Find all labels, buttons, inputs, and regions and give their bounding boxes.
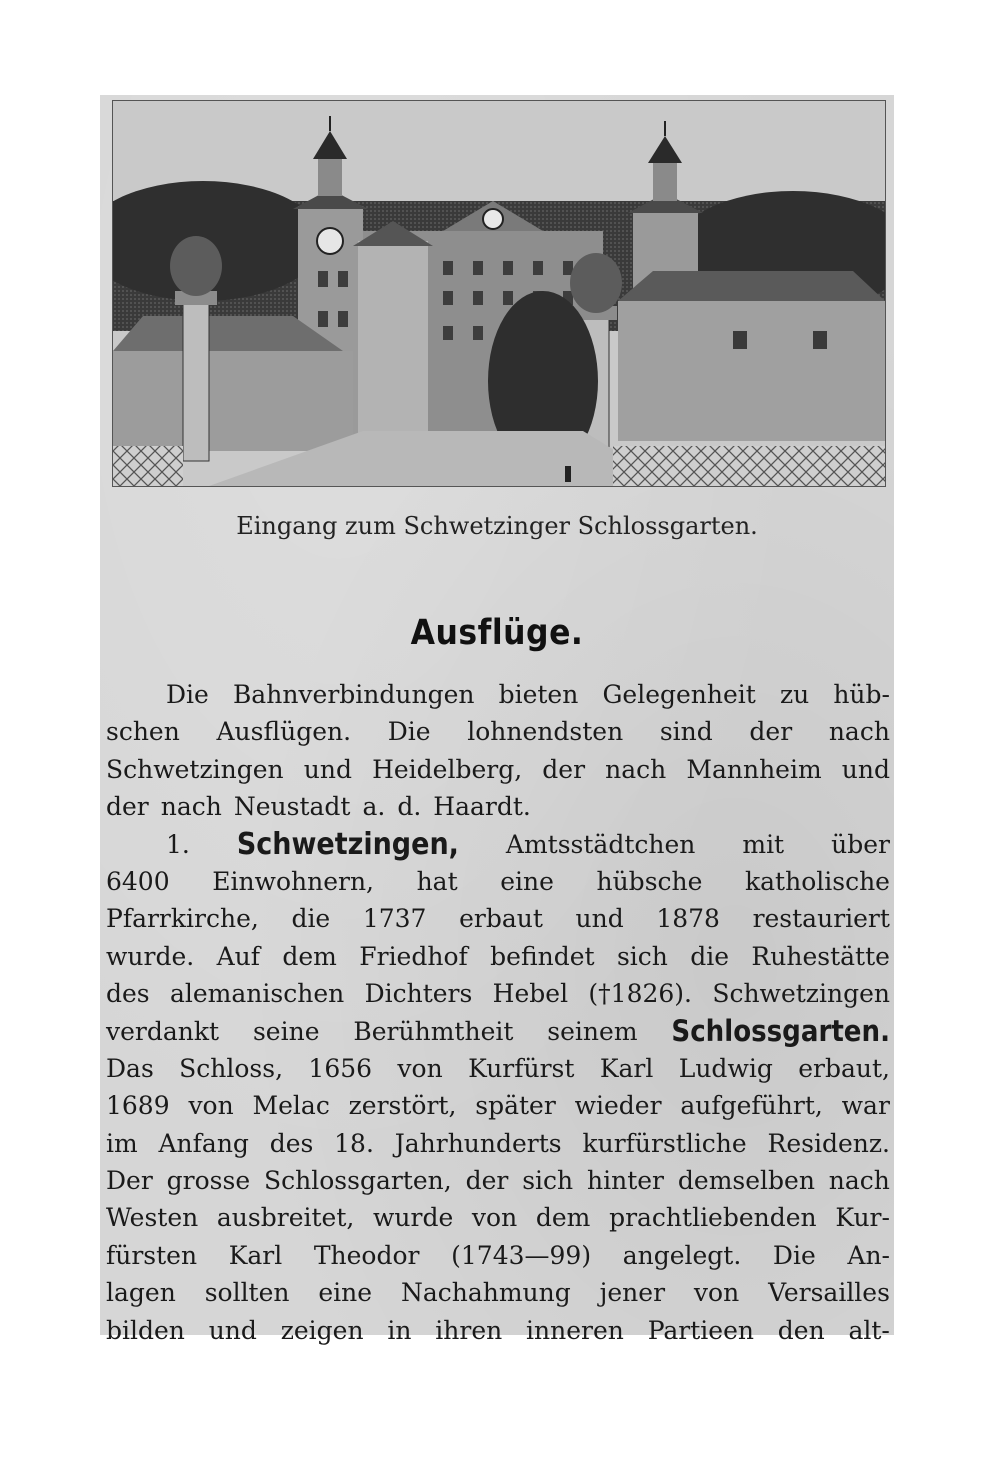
text-word: Nachahmung xyxy=(400,1278,571,1308)
text-word: Partieen xyxy=(647,1315,754,1345)
text-word: Residenz. xyxy=(767,1128,890,1158)
text-word: eine xyxy=(500,866,554,896)
text-word: Friedhof xyxy=(359,941,468,971)
text-word: Die xyxy=(166,680,209,709)
text-line xyxy=(106,975,890,1012)
text-word: bieten xyxy=(498,680,579,709)
text-line xyxy=(106,863,890,900)
text-word: Theodor xyxy=(313,1240,420,1270)
text-word: aufgeführt, xyxy=(680,1091,823,1121)
section-heading: Ausflüge. xyxy=(410,613,584,653)
text-word: mit xyxy=(742,829,785,859)
text-word: ihren xyxy=(435,1315,503,1345)
text-word: und xyxy=(208,1315,257,1345)
text-word: hat xyxy=(416,866,458,896)
text-word: ausbreitet, xyxy=(216,1203,355,1233)
text-word: Pfarrkirche, xyxy=(106,904,259,934)
text-word: lagen xyxy=(106,1278,176,1308)
text-word: hüb- xyxy=(833,680,890,709)
text-word: (1743—99) xyxy=(451,1240,592,1270)
text-word: eine xyxy=(318,1278,373,1308)
text-word: dem xyxy=(282,941,337,971)
text-word: Ludwig xyxy=(678,1053,773,1083)
text-word: über xyxy=(831,829,890,859)
text-word: Hebel xyxy=(492,979,569,1009)
text-word: 1737 xyxy=(362,904,427,934)
text-word: 1689 xyxy=(106,1091,170,1121)
text-word: der xyxy=(106,792,149,822)
paragraph-1 xyxy=(106,676,890,826)
text-word: und xyxy=(303,754,352,784)
text-word: des xyxy=(106,979,150,1009)
text-word: wurde xyxy=(373,1203,454,1233)
text-line xyxy=(106,788,890,825)
section-line-1 xyxy=(106,826,890,863)
text-word: von xyxy=(188,1091,234,1121)
text-line xyxy=(106,938,890,975)
paragraph-2 xyxy=(106,863,890,1013)
text-word: Neustadt xyxy=(233,792,351,822)
text-word: zu xyxy=(779,680,810,709)
text-word: in xyxy=(387,1315,412,1345)
text-word: nach xyxy=(605,754,667,784)
text-word: nach xyxy=(828,1166,890,1196)
text-word: Auf xyxy=(216,941,260,971)
text-word: sich xyxy=(522,1166,574,1196)
text-word: Haardt. xyxy=(433,792,531,822)
text-word: 18. xyxy=(334,1128,374,1158)
text-word: kurfürstliche xyxy=(582,1128,747,1158)
text-word: des xyxy=(269,1128,314,1158)
text-word: Die xyxy=(387,717,431,747)
text-word: seinem xyxy=(547,1016,638,1046)
text-word: sich xyxy=(616,941,668,971)
text-word: a. xyxy=(362,792,386,822)
text-word: im xyxy=(106,1128,138,1158)
text-word: 1878 xyxy=(656,904,720,934)
text-line xyxy=(106,1087,890,1124)
text-word: Kur- xyxy=(835,1203,890,1233)
text-word: restauriert xyxy=(752,904,890,934)
text-word: von xyxy=(397,1053,443,1083)
text-word: von xyxy=(693,1278,740,1308)
text-word: war xyxy=(841,1091,890,1121)
text-word: lohnendsten xyxy=(467,717,624,747)
text-word: Schloss, xyxy=(179,1053,284,1083)
text-line xyxy=(106,713,890,750)
text-word: Westen xyxy=(106,1203,199,1233)
text-line xyxy=(106,1274,890,1311)
schlossgarten-line xyxy=(106,1013,890,1050)
section-title: Schwetzingen, xyxy=(236,826,459,862)
text-word: katholische xyxy=(745,866,890,896)
text-word: und xyxy=(575,904,624,934)
text-word: Schlossgarten, xyxy=(264,1166,452,1196)
text-line xyxy=(106,1237,890,1274)
text-word: sind xyxy=(659,717,713,747)
text-word: seine xyxy=(252,1016,320,1046)
text-word: Die xyxy=(772,1240,816,1270)
text-word: zerstört, xyxy=(348,1091,457,1121)
text-word: wieder xyxy=(574,1091,662,1121)
text-word: später xyxy=(475,1091,556,1121)
text-word: wurde. xyxy=(106,941,195,971)
text-word: Heidelberg, xyxy=(372,754,523,784)
text-word: Einwohnern, xyxy=(212,866,374,896)
text-word: Mannheim xyxy=(686,754,822,784)
text-word: grosse xyxy=(166,1166,251,1196)
text-word: jener xyxy=(599,1278,666,1308)
text-line xyxy=(106,1125,890,1162)
body-text xyxy=(106,676,890,1349)
text-word: zeigen xyxy=(280,1315,364,1345)
text-word: erbaut, xyxy=(798,1053,890,1083)
text-word: Gelegenheit xyxy=(602,680,756,709)
text-word: inneren xyxy=(526,1315,624,1345)
text-line xyxy=(106,1050,890,1087)
text-word: Versailles xyxy=(768,1278,890,1308)
text-word: schen xyxy=(106,717,180,747)
text-word: alt- xyxy=(848,1315,890,1345)
text-word: den xyxy=(777,1315,825,1345)
text-word: nach xyxy=(160,792,222,822)
text-word: erbaut xyxy=(459,904,543,934)
text-word: Amtsstädtchen xyxy=(505,829,696,859)
text-word: (†1826). xyxy=(588,979,692,1009)
text-word: befindet xyxy=(490,941,595,971)
text-word: die xyxy=(690,941,730,971)
text-line xyxy=(106,676,890,713)
text-word: hinter xyxy=(587,1166,665,1196)
text-word: Berühmtheit xyxy=(353,1016,514,1046)
text-word: d. xyxy=(397,792,422,822)
text-word: Melac xyxy=(252,1091,330,1121)
text-word: Jahrhunderts xyxy=(394,1128,562,1158)
text-word: Schwetzingen xyxy=(712,979,890,1009)
text-word: alemanischen xyxy=(169,979,345,1009)
text-word: hübsche xyxy=(596,866,703,896)
text-word: An- xyxy=(847,1240,890,1270)
text-word: Bahnverbindungen xyxy=(232,680,475,709)
text-word: von xyxy=(471,1203,518,1233)
text-word: demselben xyxy=(677,1166,815,1196)
text-word: Karl xyxy=(228,1240,283,1270)
text-word: der xyxy=(749,717,793,747)
text-word: Dichters xyxy=(364,979,473,1009)
text-line xyxy=(106,751,890,788)
text-word: Ausflügen. xyxy=(216,717,352,747)
photo-caption: Eingang zum Schwetzinger Schlossgarten. xyxy=(236,512,758,540)
text-line xyxy=(106,900,890,937)
text-line xyxy=(106,1199,890,1236)
text-word: angelegt. xyxy=(622,1240,742,1270)
text-word: der xyxy=(465,1166,509,1196)
text-word: fürsten xyxy=(106,1240,198,1270)
text-word: nach xyxy=(828,717,890,747)
text-word: der xyxy=(542,754,586,784)
text-word: bilden xyxy=(106,1315,185,1345)
text-word: prachtliebenden xyxy=(609,1203,817,1233)
paragraph-3 xyxy=(106,1050,890,1349)
text-word: Das xyxy=(106,1053,154,1083)
section-number: 1. xyxy=(166,829,190,859)
text-word: die xyxy=(291,904,331,934)
text-word: Karl xyxy=(599,1053,654,1083)
text-word: sollten xyxy=(204,1278,290,1308)
text-word: Ruhestätte xyxy=(751,941,890,971)
text-word: Anfang xyxy=(158,1128,249,1158)
text-word: Kurfürst xyxy=(468,1053,575,1083)
castle-entrance-photo xyxy=(112,100,886,487)
text-word: 6400 xyxy=(106,866,170,896)
text-word: dem xyxy=(535,1203,591,1233)
text-word: verdankt xyxy=(106,1016,220,1046)
text-word: und xyxy=(841,754,890,784)
text-line xyxy=(106,1162,890,1199)
text-word: 1656 xyxy=(308,1053,373,1083)
text-word: Schwetzingen xyxy=(106,754,284,784)
text-word: Der xyxy=(106,1166,153,1196)
schlossgarten-bold: Schlossgarten. xyxy=(671,1013,890,1048)
text-line xyxy=(106,1312,890,1349)
